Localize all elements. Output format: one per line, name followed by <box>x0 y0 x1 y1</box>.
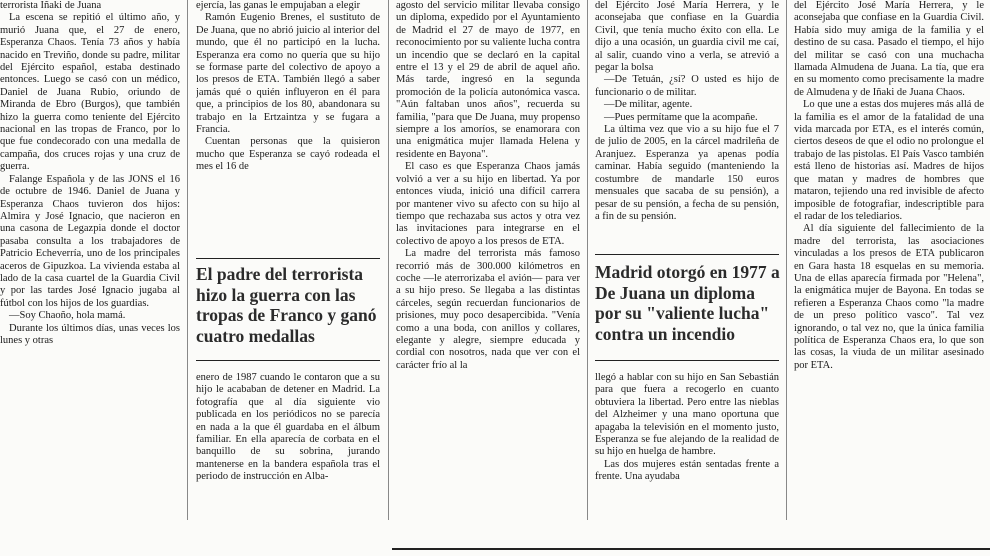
paragraph: del Ejército José María Herrera, y le aconsejaba que confiase en la Guardia Civil. Había sido muy amiga de la familia y el destino de su casa. Pasado el tiempo, el hijo del militar se casó con una muchacha llamada Almudena de Juana. La tía, que era en su momento como precisamente la madre de Almudena y de Iñaki de Juana Chaos. <box>794 0 984 98</box>
headline-rule <box>595 360 779 361</box>
article-column-1 <box>0 0 180 556</box>
paragraph: La última vez que vio a su hijo fue el 7 de julio de 2005, en la cárcel madrileña de Aranjuez. Esperanza ya apenas podía caminar. Había seguido (manteniendo la costumbre de mandarle 150 euros mensuales que sacaba de su pensión), a pesar de su pensión, a fecha de su pensión, a fin de su pensión. <box>595 124 779 222</box>
article-column-2b <box>196 372 380 556</box>
article-column-3 <box>396 0 580 556</box>
article-column-5 <box>794 0 984 530</box>
article-column-4 <box>595 0 779 244</box>
column-divider <box>786 0 787 520</box>
paragraph: Durante los últimos días, unas veces los lunes y otras <box>0 322 180 346</box>
paragraph: —De militar, agente. <box>604 99 693 111</box>
footer-rule <box>392 548 990 550</box>
paragraph: enero de 1987 cuando le contaron que a su hijo le acababan de detener en Madrid. La fotografía que al día siguiente vio publicada en los periódicos no se parecía en nada a la que él guardaba en el álbum familiar. En ella aparecía de corbata en el banquillo de su sobrina, jurando mantenerse en la bandera española tras el periodo de instrucción en Alba- <box>196 372 380 483</box>
paragraph: La escena se repitió el último año, y murió Juana que, el 27 de enero, Esperanza Chaos. Tenía 73 años y había nacido en Treviño, donde su padre, militar del Ejército español, estaba destinado entonces. Luego se casó con un médico, Daniel de Juana Rubio, oriundo de Miranda de Ebro (Burgos), que también hizo la guerra como teniente del Ejército nacional en las tropas de Franco, por lo que fue condecorado con una medalla de campaña, dos cruces rojas y una cruz de guerra. <box>0 12 180 173</box>
pull-quote-headline: El padre del terrorista hizo la guerra con las tropas de Franco y ganó cuatro medallas <box>196 264 377 346</box>
paragraph: Ramón Eugenio Brenes, el sustituto de De Juana, que no abrió juicio al interior del mundo, que él no participó en la lucha. Esperanza era como no quería que su hijo se formase parte del colectivo de apoyo a los presos de ETA. También llegó a saber jamás qué o quién influyeron en él para que, a principios de los 80, abandonara su trabajo en la Ertzaintza y se fugara a Francia. <box>196 12 380 136</box>
headline-rule <box>196 360 380 361</box>
paragraph: ejercía, las ganas le empujaban a elegir <box>196 0 361 11</box>
article-column-2 <box>196 0 380 254</box>
headline-rule <box>196 258 380 259</box>
paragraph: —Pues permítame que la acompañe. <box>604 111 758 123</box>
paragraph: Las dos mujeres están sentadas frente a frente. Una ayudaba <box>595 458 779 483</box>
paragraph: —Soy Chaoño, hola mamá. <box>9 310 126 322</box>
paragraph: Falange Española y de las JONS el 16 de octubre de 1946. Daniel de Juana y Esperanza Chaos tuvieron dos hijos: Almira y José Ignacio, que nacieron en una casona de Legazpia donde el doctor pasaba consulta a los trabajadores de Patricio Echeverría, uno de los principales aceros de Gipuzkoa. La vivienda estaba al lado de la casa cuartel de la Guardia Civil y por las tardes José Ignacio jugaba al fútbol con los hijos de los guardias. <box>0 173 180 309</box>
paragraph: Cuentan personas que la quisieron mucho que Esperanza se cayó rodeada el mes el 16 de <box>196 136 380 173</box>
paragraph: terrorista Iñaki de Juana <box>0 0 102 11</box>
paragraph: llegó a hablar con su hijo en San Sebastián para que fuera a recogerlo en cuanto obtuviera la libertad. Pero entre las nieblas del Alzheimer y una mano oportuna que apagaba la televisión en el momento justo, Esperanza se fue alejando de la realidad de su hijo en huelga de hambre. <box>595 372 779 458</box>
column-divider <box>187 0 188 520</box>
paragraph: Al día siguiente del fallecimiento de la madre del terrorista, las asociaciones vinculadas a los presos de ETA publicaron en Gara hasta 18 esquelas en su memoria. Una de ellas aparecía firmada por "Helena", la enigmática mujer de Bayona. En todas se refieren a Esperanza Chaos como "la madre de un preso político vasco". Tal vez ignorando, o tal vez no, que la única familia política de Esperanza Chaos era, lo que son las cosas, la viuda de un militar asesinado por ETA. <box>794 223 984 371</box>
column-divider <box>587 0 588 520</box>
headline-rule <box>595 254 779 255</box>
column-divider <box>388 0 389 520</box>
paragraph: del Ejército José María Herrera, y le aconsejaba que confiase en la Guardia Civil, que tenía mucho éxito con ella. Le dijo a una ocasión, un guardia civil me caí, al salir, cuando vino a verla, se atrevió a pegar la bolsa <box>595 0 779 74</box>
paragraph: El caso es que Esperanza Chaos jamás volvió a ver a su hijo en libertad. Ya por entonces viuda, inició una difícil carrera por mantener vivo su afecto con su hijo al tiempo que rechazaba sus actos y otra vez las invitaciones para integrarse en el colectivo de apoyo a los presos de ETA. <box>396 161 580 247</box>
paragraph: —De Tetuán, ¿sí? O usted es hijo de funcionario o de militar. <box>595 74 779 98</box>
paragraph: La madre del terrorista más famoso recorrió más de 300.000 kilómetros en coche —le aterrorizaba el avión— para ver a su hijo preso. Se llegaba a las distintas cárceles, según recuerdan funcionarios de prisiones, muy poco desapercibida. "Venía como a una boda, con anillos y collares, elegante y alegre, siempre educada y cordial con nosotros, nada que ver con el carácter frío al la <box>396 248 580 371</box>
pull-quote-headline: Madrid otorgó en 1977 a De Juana un diploma por su "valiente lucha" contra un incendio <box>595 262 780 344</box>
paragraph: Lo que une a estas dos mujeres más allá de la familia es el amor de la fatalidad de una vida marcada por ETA, es el interés común, ciertos deseos de que el odio no prolongue el trabajo de las pistolas. El País Vasco también está lleno de historias así. Madres de hijos que matan y madres de hombres que mataron, tejiendo una red invisible de afecto imposible de fotografiar, indescriptible para el radar de los telediarios. <box>794 99 984 222</box>
article-column-4b <box>595 372 779 556</box>
paragraph: agosto del servicio militar llevaba consigo un diploma, expedido por el Ayuntamiento de Madrid el 27 de mayo de 1977, en reconocimiento por su valiente lucha contra un incendio que se declaró en la capital entre el 13 y el 29 de abril de aquel año. Más tarde, ingresó en la segunda promoción de la policía autonómica vasca. "Aún faltaban unos años", recuerda su familia, "para que De Juana, muy propenso siempre a los amoríos, se enamorara con una enigmática mujer llamada Helena y residente en Bayona". <box>396 0 580 160</box>
